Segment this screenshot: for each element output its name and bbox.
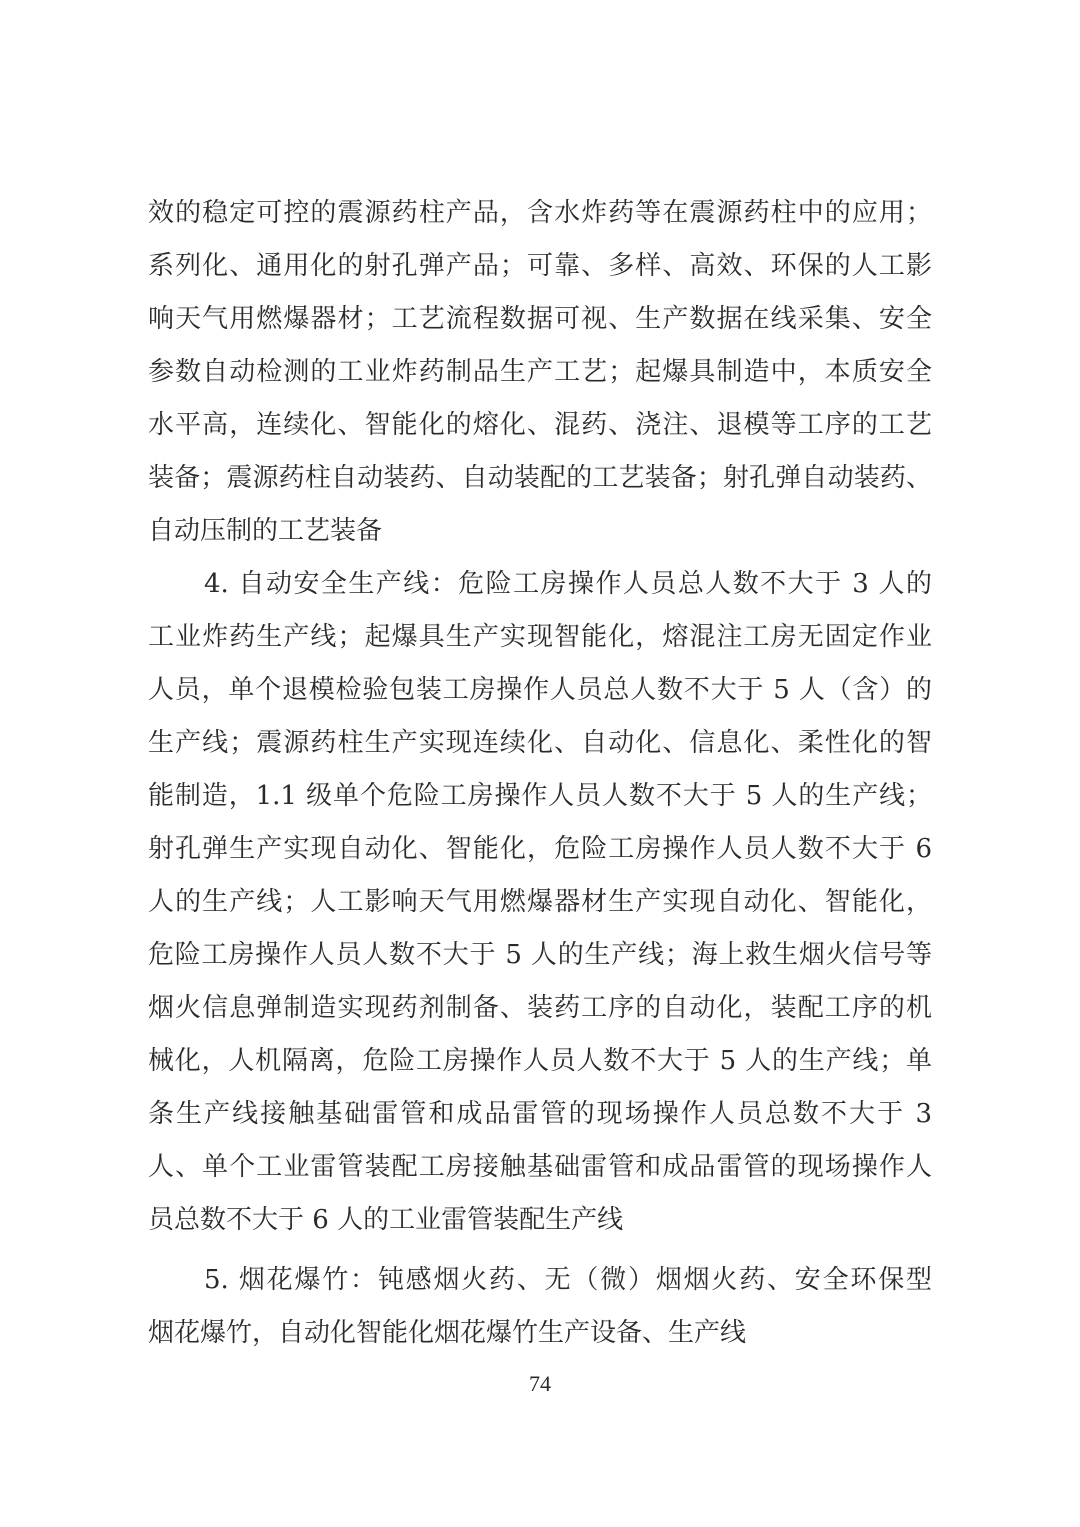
text-line: 烟火信息弹制造实现药剂制备、装药工序的自动化，装配工序的机 [148, 993, 932, 1023]
text-line: 员总数不大于 6 人的工业雷管装配生产线 [148, 1205, 624, 1235]
text-line: 条生产线接触基础雷管和成品雷管的现场操作人员总数不大于 3 [148, 1099, 932, 1129]
text-line: 人员，单个退模检验包装工房操作人员总人数不大于 5 人（含）的 [148, 675, 932, 705]
text-line: 生产线；震源药柱生产实现连续化、自动化、信息化、柔性化的智 [148, 728, 932, 758]
text-line: 水平高，连续化、智能化的熔化、混药、浇注、退模等工序的工艺 [148, 410, 932, 440]
text-line: 参数自动检测的工业炸药制品生产工艺；起爆具制造中，本质安全 [148, 357, 932, 387]
text-line: 自动压制的工艺装备 [148, 516, 383, 546]
text-line: 危险工房操作人员人数不大于 5 人的生产线；海上救生烟火信号等 [148, 940, 932, 970]
text-line: 人、单个工业雷管装配工房接触基础雷管和成品雷管的现场操作人 [148, 1152, 932, 1182]
item-heading-line: 5. 烟花爆竹：钝感烟火药、无（微）烟烟火药、安全环保型 [204, 1265, 932, 1295]
text-line: 能制造，1.1 级单个危险工房操作人员人数不大于 5 人的生产线； [148, 781, 932, 811]
text-line: 械化，人机隔离，危险工房操作人员人数不大于 5 人的生产线；单 [148, 1046, 932, 1076]
text-line: 射孔弹生产实现自动化、智能化，危险工房操作人员人数不大于 6 [148, 834, 932, 864]
page-number: 74 [529, 1371, 551, 1396]
text-line: 工业炸药生产线；起爆具生产实现智能化，熔混注工房无固定作业 [148, 622, 932, 652]
text-line: 人的生产线；人工影响天气用燃爆器材生产实现自动化、智能化， [148, 887, 932, 917]
text-line: 烟花爆竹，自动化智能化烟花爆竹生产设备、生产线 [148, 1318, 747, 1348]
text-line: 效的稳定可控的震源药柱产品，含水炸药等在震源药柱中的应用； [148, 198, 932, 228]
text-line: 系列化、通用化的射孔弹产品；可靠、多样、高效、环保的人工影 [148, 251, 932, 281]
item-heading-line: 4. 自动安全生产线：危险工房操作人员总人数不大于 3 人的 [204, 569, 932, 599]
text-line: 装备；震源药柱自动装药、自动装配的工艺装备；射孔弹自动装药、 [148, 463, 932, 493]
text-line: 响天气用燃爆器材；工艺流程数据可视、生产数据在线采集、安全 [148, 304, 932, 334]
